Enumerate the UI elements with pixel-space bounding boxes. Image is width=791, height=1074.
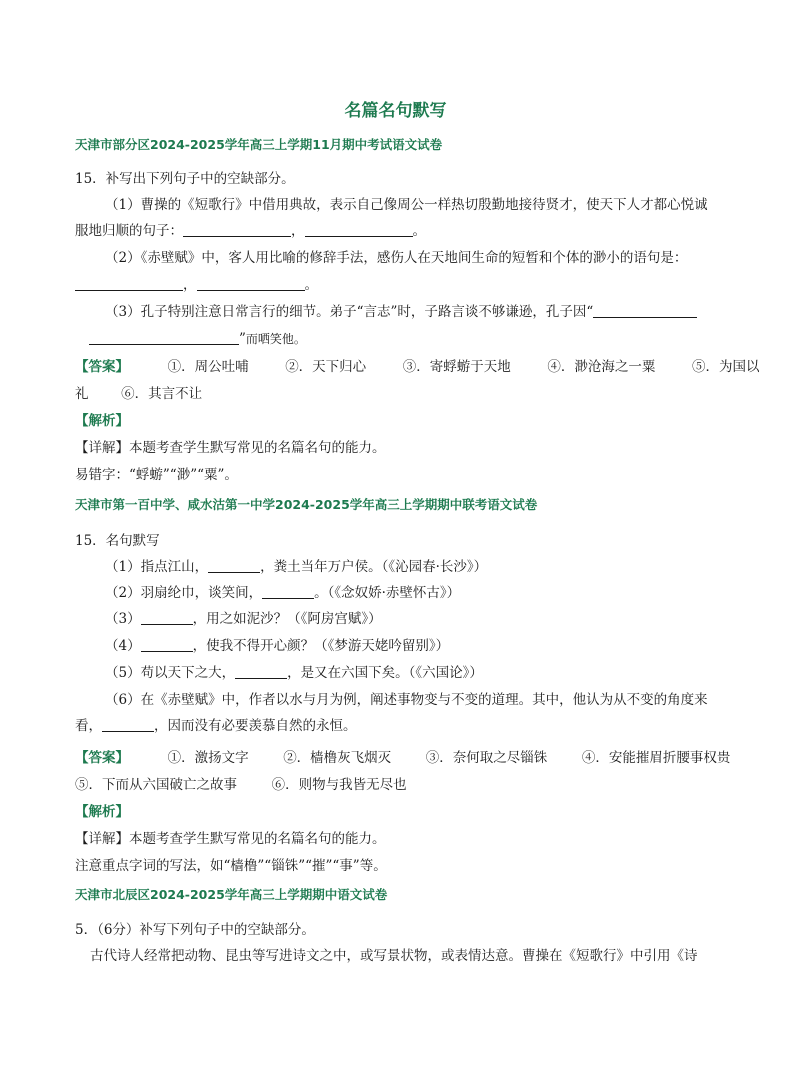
question-item-text: （1）指点江山， — [105, 559, 209, 575]
answer-blank — [141, 610, 193, 625]
detail-text: 本题考查学生默写常见的名篇名句的能力。 — [129, 440, 386, 456]
question-item — [105, 637, 449, 655]
question-item — [105, 610, 382, 628]
question-item-text: （3）孔子特别注意日常言行的细节。弟子“言志”时，子路言谈不够谦逊，孔子因“ — [105, 304, 594, 320]
question-item — [105, 584, 460, 602]
question-item: 古代诗人经常把动物、昆虫等写进诗文之中，或写景状物，或表情达意。曹操在《短歌行》中引用《诗 — [90, 948, 698, 964]
answer-item: ①．激扬文字 — [167, 750, 249, 766]
answer-blank — [183, 222, 291, 237]
answer-line — [75, 749, 730, 767]
answer-item: ③．寄蜉蝣于天地 — [402, 359, 511, 375]
answer-item: ⑥．其言不让 — [121, 386, 203, 402]
answer-item: ⑤．为国以 — [691, 359, 760, 375]
answer-line — [75, 358, 759, 376]
question-item-text: ，因而没有必要羡慕自然的永恒。 — [154, 718, 357, 734]
answer-blank — [89, 330, 239, 345]
question-item: 服地归顺的句子： ， 。 — [75, 223, 426, 239]
answer-blank — [305, 222, 413, 237]
question-item-text: 看， — [75, 718, 102, 734]
answer-blank — [75, 276, 183, 291]
question-item — [105, 558, 487, 576]
question-item — [75, 717, 357, 735]
question-item-text: ，粪土当年万户侯。（《沁园春·长沙》） — [260, 559, 488, 575]
answer-blank — [197, 276, 305, 291]
section-heading: 天津市部分区2024-2025学年高三上学期11月期中考试语文试卷 — [75, 137, 443, 152]
answer-item: ②．天下归心 — [285, 359, 367, 375]
question-stem: 15．补写出下列句子中的空缺部分。 — [75, 171, 295, 187]
question-item: ， 。 — [75, 276, 318, 294]
note-line: 注意重点字词的写法，如“樯橹”“锱铢”“摧”“事”等。 — [75, 858, 387, 874]
question-item-text: （5）苟以天下之大， — [105, 665, 236, 681]
answer-item: ⑥．则物与我皆无尽也 — [271, 777, 407, 793]
answer-line — [75, 385, 202, 403]
analysis-label: 【解析】 — [75, 804, 129, 820]
question-item-text: （3） — [105, 611, 141, 627]
detail-line — [75, 830, 386, 848]
answer-blank — [235, 664, 287, 679]
section-heading: 天津市北辰区2024-2025学年高三上学期期中语文试卷 — [75, 887, 388, 902]
question-item: （6）在《赤壁赋》中，作者以水与月为例，阐述事物变与不变的道理。其中，他认为从不变的角度来 — [105, 692, 708, 708]
section-heading: 天津市第一百中学、咸水沽第一中学2024-2025学年高三上学期期中联考语文试卷 — [75, 497, 538, 512]
answer-item: ③．奈何取之尽锱铢 — [425, 750, 548, 766]
answer-blank — [141, 637, 193, 652]
question-stem: 5．（6分）补写下列句子中的空缺部分。 — [75, 922, 315, 938]
note-line: 易错字：“蜉蝣”“渺”“粟”。 — [75, 467, 238, 483]
answer-label: 【答案】 — [75, 750, 129, 766]
answer-item: ④．安能摧眉折腰事权贵 — [581, 750, 731, 766]
detail-text: 本题考查学生默写常见的名篇名句的能力。 — [129, 831, 386, 847]
page-title: 名篇名句默写 — [344, 101, 447, 121]
question-item-text: ，是又在六国下矣。（《六国论》） — [287, 665, 483, 681]
question-item-text: ，用之如泥沙？（《阿房宫赋》） — [192, 611, 382, 627]
question-item-text: 服地归顺的句子： — [75, 223, 183, 239]
question-item-text: ，使我不得开心颜？（《梦游天姥吟留别》） — [192, 638, 450, 654]
question-item-text: （4） — [105, 638, 141, 654]
answer-item: ④．渺沧海之一粟 — [547, 359, 656, 375]
answer-blank — [593, 303, 697, 318]
answer-item: 礼 — [75, 386, 89, 402]
answer-item: ⑤．下而从六国破亡之故事 — [75, 777, 237, 793]
question-item: （1）曹操的《短歌行》中借用典故，表示自己像周公一样热切殷勤地接待贤才，使天下人才都心悦诚 — [105, 197, 708, 213]
question-item: （2）《赤壁赋》中，客人用比喻的修辞手法，感伤人在天地间生命的短暂和个体的渺小的语句是： — [105, 250, 688, 266]
question-stem: 15．名句默写 — [75, 533, 160, 549]
analysis-label: 【解析】 — [75, 413, 129, 429]
question-item-text: （2）羽扇纶巾，谈笑间， — [105, 585, 263, 601]
answer-blank — [102, 717, 154, 732]
detail-line — [75, 439, 386, 457]
answer-line — [75, 776, 407, 794]
question-item-text: 。（《念奴娇·赤壁怀古》） — [314, 585, 461, 601]
question-item — [105, 303, 697, 321]
answer-item: ②．樯橹灰飞烟灭 — [283, 750, 392, 766]
answer-item: ①．周公吐哺 — [167, 359, 249, 375]
question-item — [105, 664, 483, 682]
answer-blank — [262, 584, 314, 599]
detail-label: 【详解】 — [75, 831, 129, 847]
question-item: ”而哂笑他。 — [75, 330, 306, 348]
question-item-text: 而哂笑他。 — [245, 332, 306, 346]
detail-label: 【详解】 — [75, 440, 129, 456]
answer-label: 【答案】 — [75, 359, 129, 375]
answer-blank — [208, 558, 260, 573]
